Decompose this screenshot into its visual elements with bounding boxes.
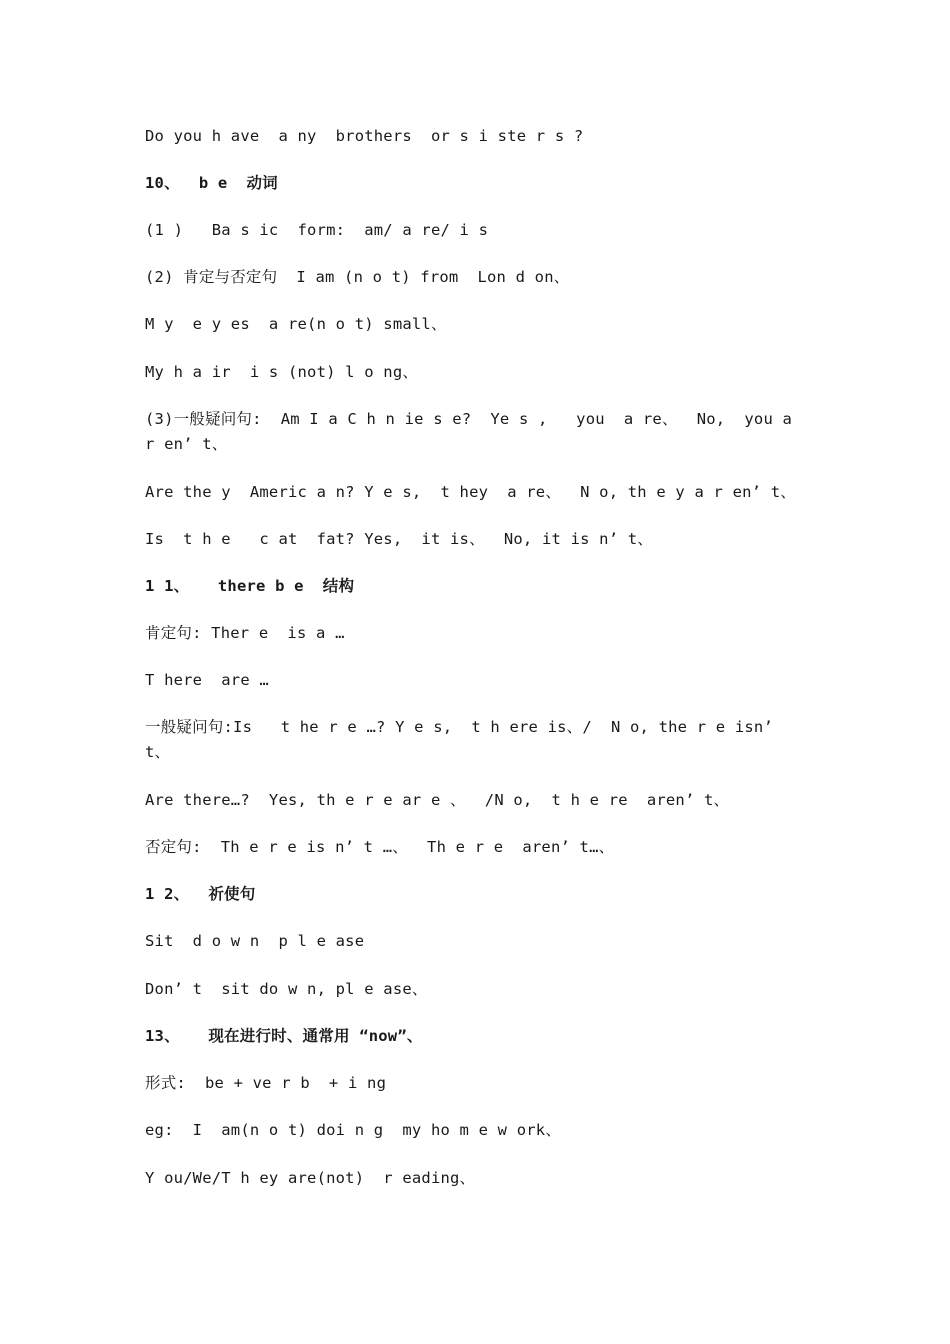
text-line-basic-form: (1 ) Ba s ic form: am/ a re/ i s xyxy=(145,221,489,239)
heading-be-verb: 10、 b e 动词 xyxy=(145,174,278,192)
text-line-cat-question: Is t h e c at fat? Yes, it is、 No, it is n’ t、 xyxy=(145,530,653,548)
heading-present-continuous: 13、 现在进行时、通常用 “now”、 xyxy=(145,1027,423,1045)
text-line-my-eyes: M y e y es a re(n o t) small、 xyxy=(145,315,447,333)
text-line-sit-down: Sit d o w n p l e ase xyxy=(145,932,365,950)
heading-there-be: 1 1、 there b e 结构 xyxy=(145,577,355,595)
text-line-there-is: 肯定句: Ther e is a … xyxy=(145,624,345,642)
text-line-reading: Y ou/We/T h ey are(not) r eading、 xyxy=(145,1169,476,1187)
text-line-is-there-question: 一般疑问句:Is t he r e …? Y e s, t h ere is、/ N o, the r e isn’ t、 xyxy=(145,718,783,761)
text-line-brothers-question: Do you h ave a ny brothers or s i ste r s ? xyxy=(145,127,584,145)
text-line-there-are: T here are … xyxy=(145,671,269,689)
heading-imperative: 1 2、 祈使句 xyxy=(145,885,256,903)
text-line-my-hair: My h a ir i s (not) l o ng、 xyxy=(145,363,419,381)
text-line-example-homework: eg: I am(n o t) doi n g my ho m e w ork、 xyxy=(145,1121,562,1139)
text-line-american-question: Are the y Americ a n? Y e s, t hey a re、 N o, th e y a r en’ t、 xyxy=(145,483,796,501)
text-line-general-question: (3)一般疑问句: Am I a C h n ie s e? Ye s , you a re、 No, you a r en’ t、 xyxy=(145,410,802,453)
text-line-are-there-question: Are there…? Yes, th e r e ar e 、 /N o, t h e re aren’ t、 xyxy=(145,791,730,809)
text-line-dont-sit-down: Don’ t sit do w n, pl e ase、 xyxy=(145,980,428,998)
text-line-form: 形式: be + ve r b + i ng xyxy=(145,1074,387,1092)
text-line-negative-there: 否定句: Th e r e is n’ t …、 Th e r e aren’ t…、 xyxy=(145,838,615,856)
text-line-affirmative-negative: (2) 肯定与否定句 I am (n o t) from Lon d on、 xyxy=(145,268,570,286)
